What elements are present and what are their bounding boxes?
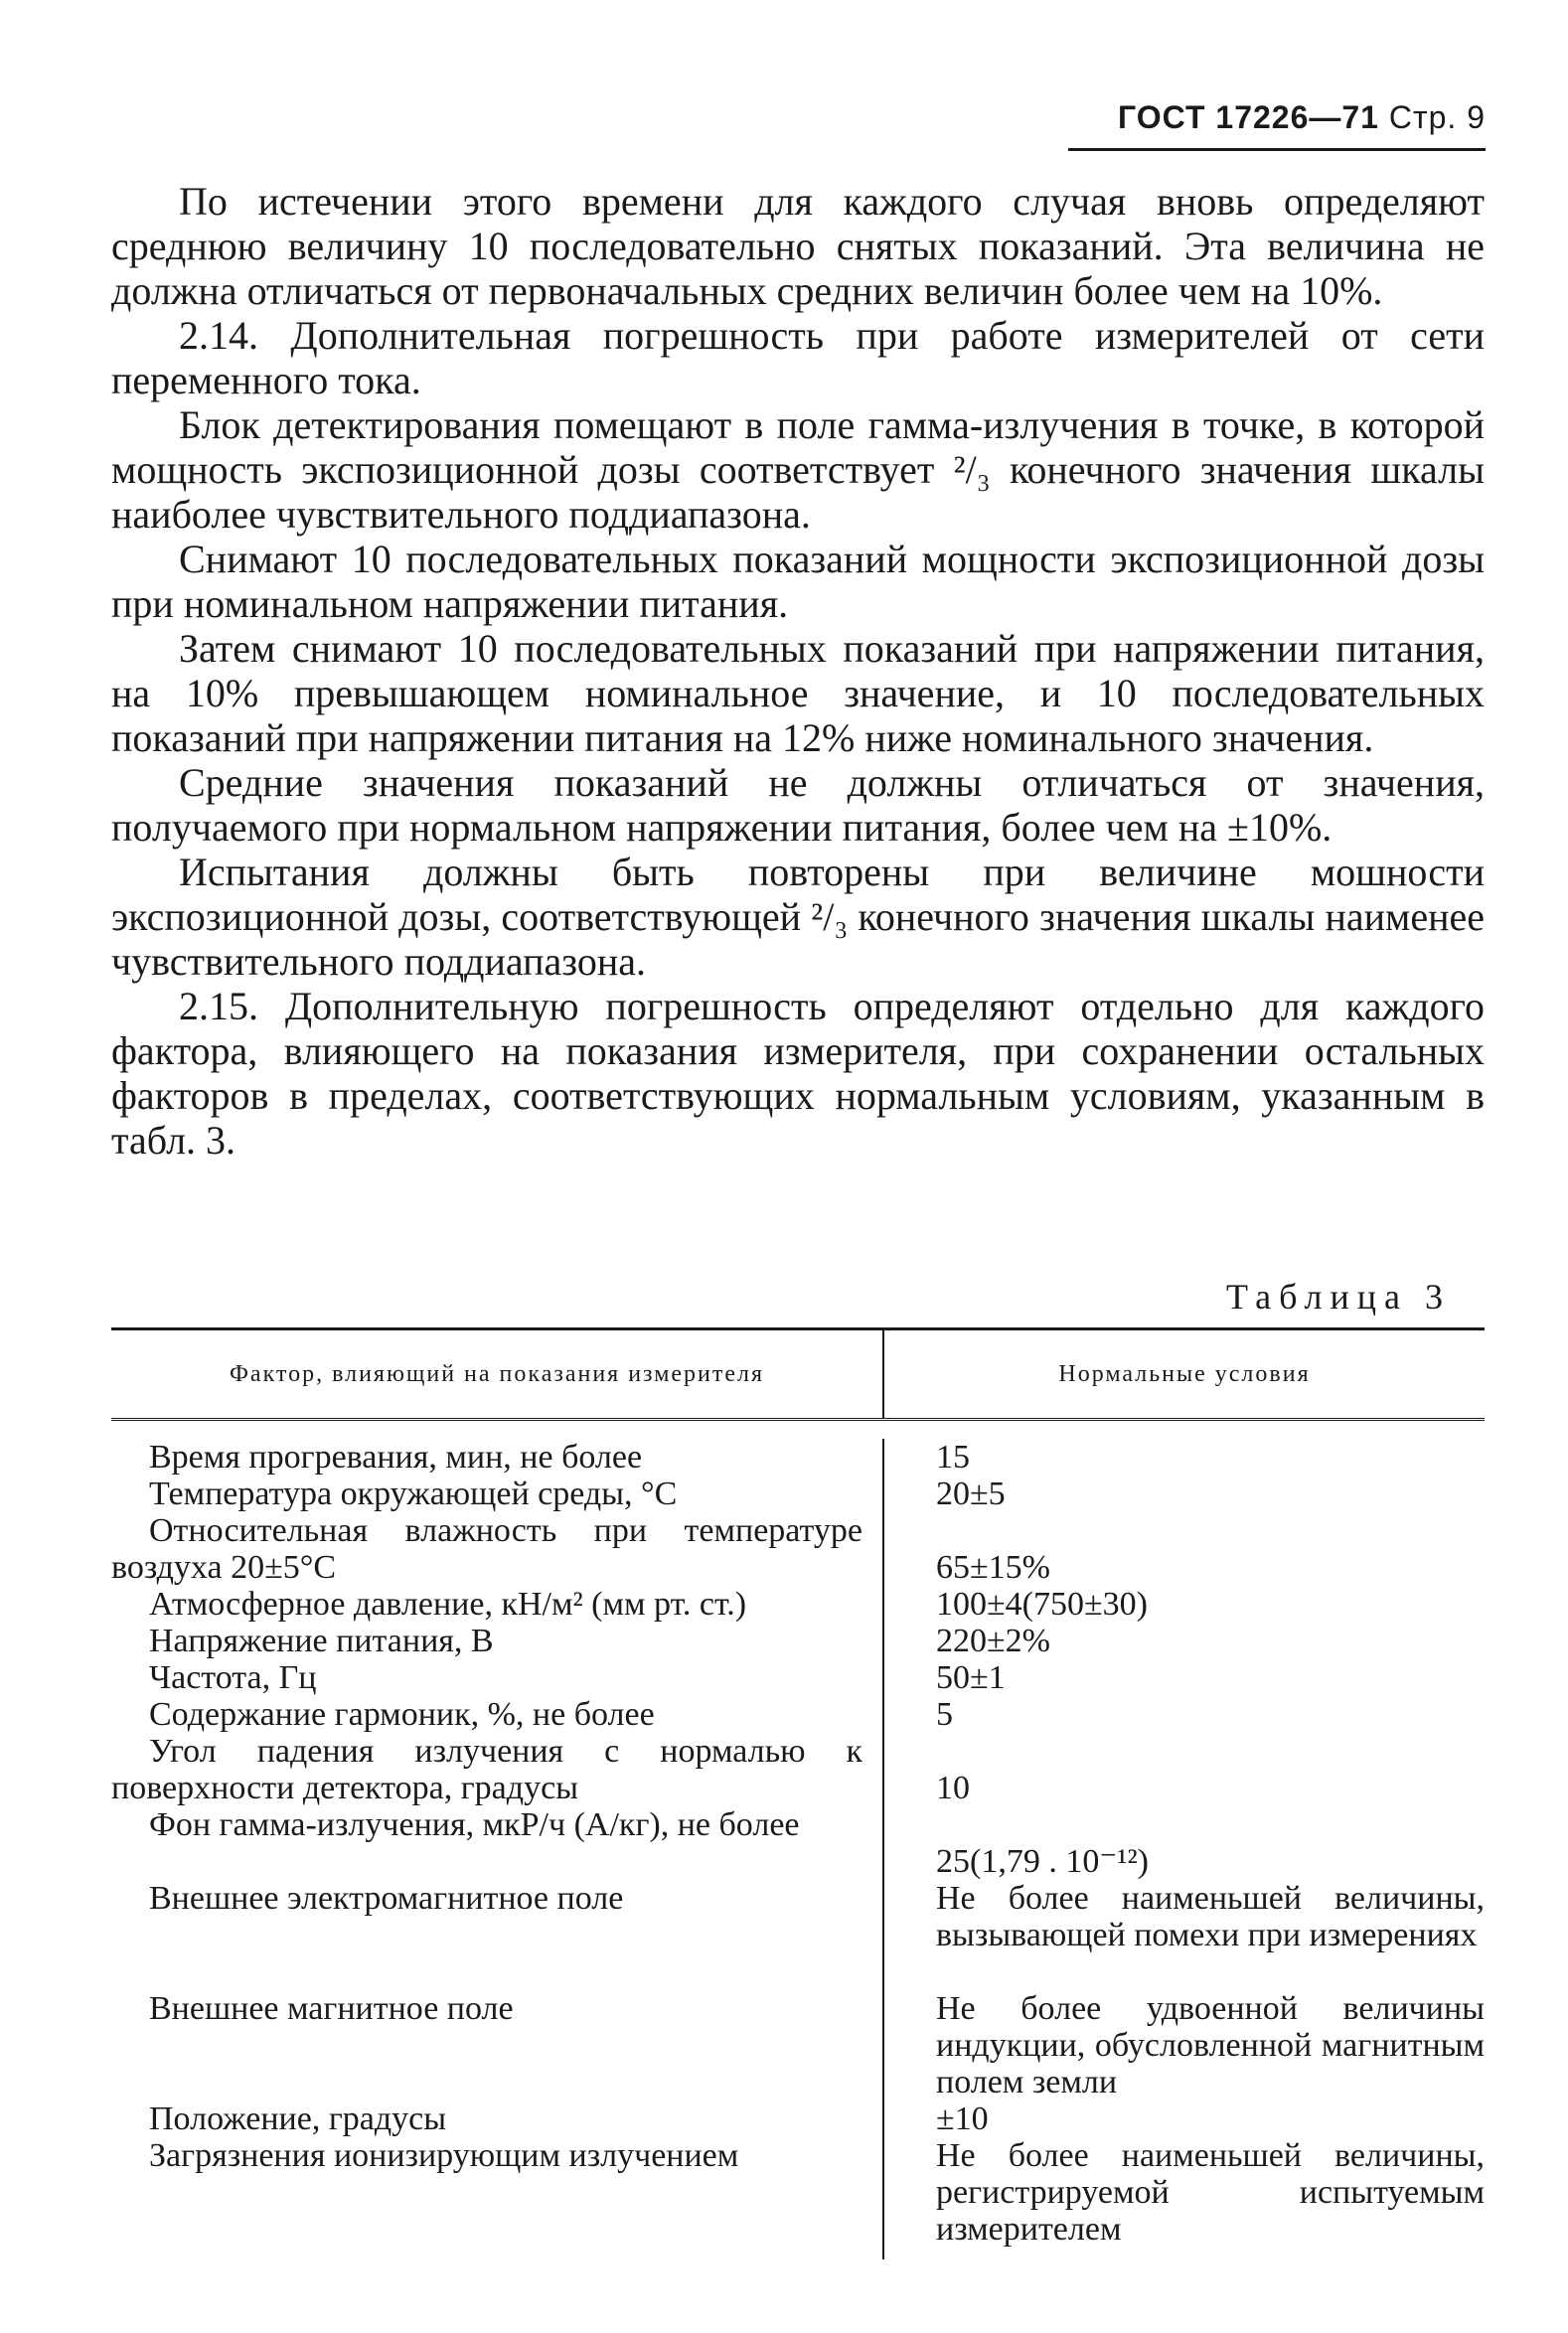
condition-cell: Не более наименьшей величины, регистрируемой испытуемым измерителем <box>936 2137 1485 2248</box>
paragraph: 2.14. Дополнительная погрешность при работе измерителей от сети переменного тока. <box>111 313 1485 402</box>
header-factor: Фактор, влияющий на показания измерителя <box>229 1360 765 1387</box>
page-header <box>1068 99 1486 151</box>
factor-cell: Частота, Гц <box>149 1659 317 1696</box>
factor-cell: Относительная влажность при температуре воздуха 20±5°С <box>111 1512 862 1586</box>
condition-cell: 220±2% <box>936 1623 1050 1659</box>
factor-cell: Фон гамма-излучения, мкР/ч (А/кг), не более <box>149 1806 800 1843</box>
paragraph: Блок детектирования помещают в поле гамма-излучения в точке, в которой мощность экспозиционной дозы соответствует ²/₃ конечного значения шкалы наиболее чувствительного поддиапазона. <box>111 402 1485 537</box>
factor-cell: Угол падения излучения с нормалью к поверхности детектора, градусы <box>111 1733 862 1806</box>
paragraph: Снимают 10 последовательных показаний мощности экспозиционной дозы при номинальном напряжении питания. <box>111 537 1485 626</box>
condition-cell: 100±4(750±30) <box>936 1586 1148 1623</box>
paragraph: 2.15. Дополнительную погрешность определяют отдельно для каждого фактора, влияющего на показания измерителя, при сохранении остальных факторов в пределах, соответствующих нормальным условиям, указанным в табл. 3. <box>111 984 1485 1163</box>
factor-cell: Загрязнения ионизирующим излучением <box>149 2137 739 2174</box>
condition-cell <box>936 1733 1485 1806</box>
condition-cell: 15 <box>936 1439 970 1476</box>
factor-cell: Внешнее магнитное поле <box>149 1990 514 2027</box>
paragraph: Средние значения показаний не должны отличаться от значения, получаемого при нормальном напряжении питания, более чем на ±10%. <box>111 760 1485 850</box>
paragraph: По истечении этого времени для каждого случая вновь определяют среднюю величину 10 последовательно снятых показаний. Эта величина не должна отличаться от первоначальных средних величин более чем на 10%. <box>111 179 1485 313</box>
condition-cell: Не более удвоенной величины индукции, обусловленной магнитным полем земли <box>936 1990 1485 2100</box>
condition-value: 25(1,79 . 10⁻¹²) <box>936 1843 1149 1880</box>
conditions-table <box>111 1327 1485 2259</box>
condition-cell: ±10 <box>936 2100 989 2137</box>
table-body <box>111 1421 1485 2259</box>
condition-value: 65±15% <box>936 1549 1050 1586</box>
factor-cell: Внешнее электромагнитное поле <box>149 1880 624 1917</box>
factor-cell: Атмосферное давление, кН/м² (мм рт. ст.) <box>149 1586 747 1623</box>
header-conditions: Нормальные условия <box>882 1330 1485 1418</box>
condition-value: 10 <box>936 1770 970 1806</box>
condition-cell: 50±1 <box>936 1659 1006 1696</box>
factor-cell: Температура окружающей среды, °С <box>149 1476 678 1512</box>
body-text <box>111 179 1485 1163</box>
factor-cell: Положение, градусы <box>149 2100 447 2137</box>
table-caption: Таблица 3 <box>1226 1277 1451 1317</box>
paragraph: Испытания должны быть повторены при величине мошности экспозиционной дозы, соответствующей ²/₃ конечного значения шкалы наименее чувствительного поддиапазона. <box>111 850 1485 984</box>
condition-cell: Не более наименьшей величины, вызывающей помехи при измерениях <box>936 1880 1485 1953</box>
condition-cell: 5 <box>936 1696 953 1733</box>
condition-cell <box>936 1512 1485 1586</box>
standard-number: ГОСТ 17226—71 <box>1118 99 1379 135</box>
factor-cell: Напряжение питания, В <box>149 1623 494 1659</box>
page-number: Стр. 9 <box>1388 99 1486 135</box>
table-header <box>111 1330 1485 1421</box>
factor-column <box>111 1439 882 2259</box>
factor-cell: Содержание гармоник, %, не более <box>149 1696 655 1733</box>
condition-cell: 20±5 <box>936 1476 1006 1512</box>
condition-cell <box>936 1806 1485 1880</box>
conditions-column <box>882 1439 1485 2259</box>
factor-cell: Время прогревания, мин, не более <box>149 1439 643 1476</box>
paragraph: Затем снимают 10 последовательных показаний при напряжении питания, на 10% превышающем номинальное значение, и 10 последовательных показаний при напряжении питания на 12% ниже номинального значения. <box>111 626 1485 760</box>
